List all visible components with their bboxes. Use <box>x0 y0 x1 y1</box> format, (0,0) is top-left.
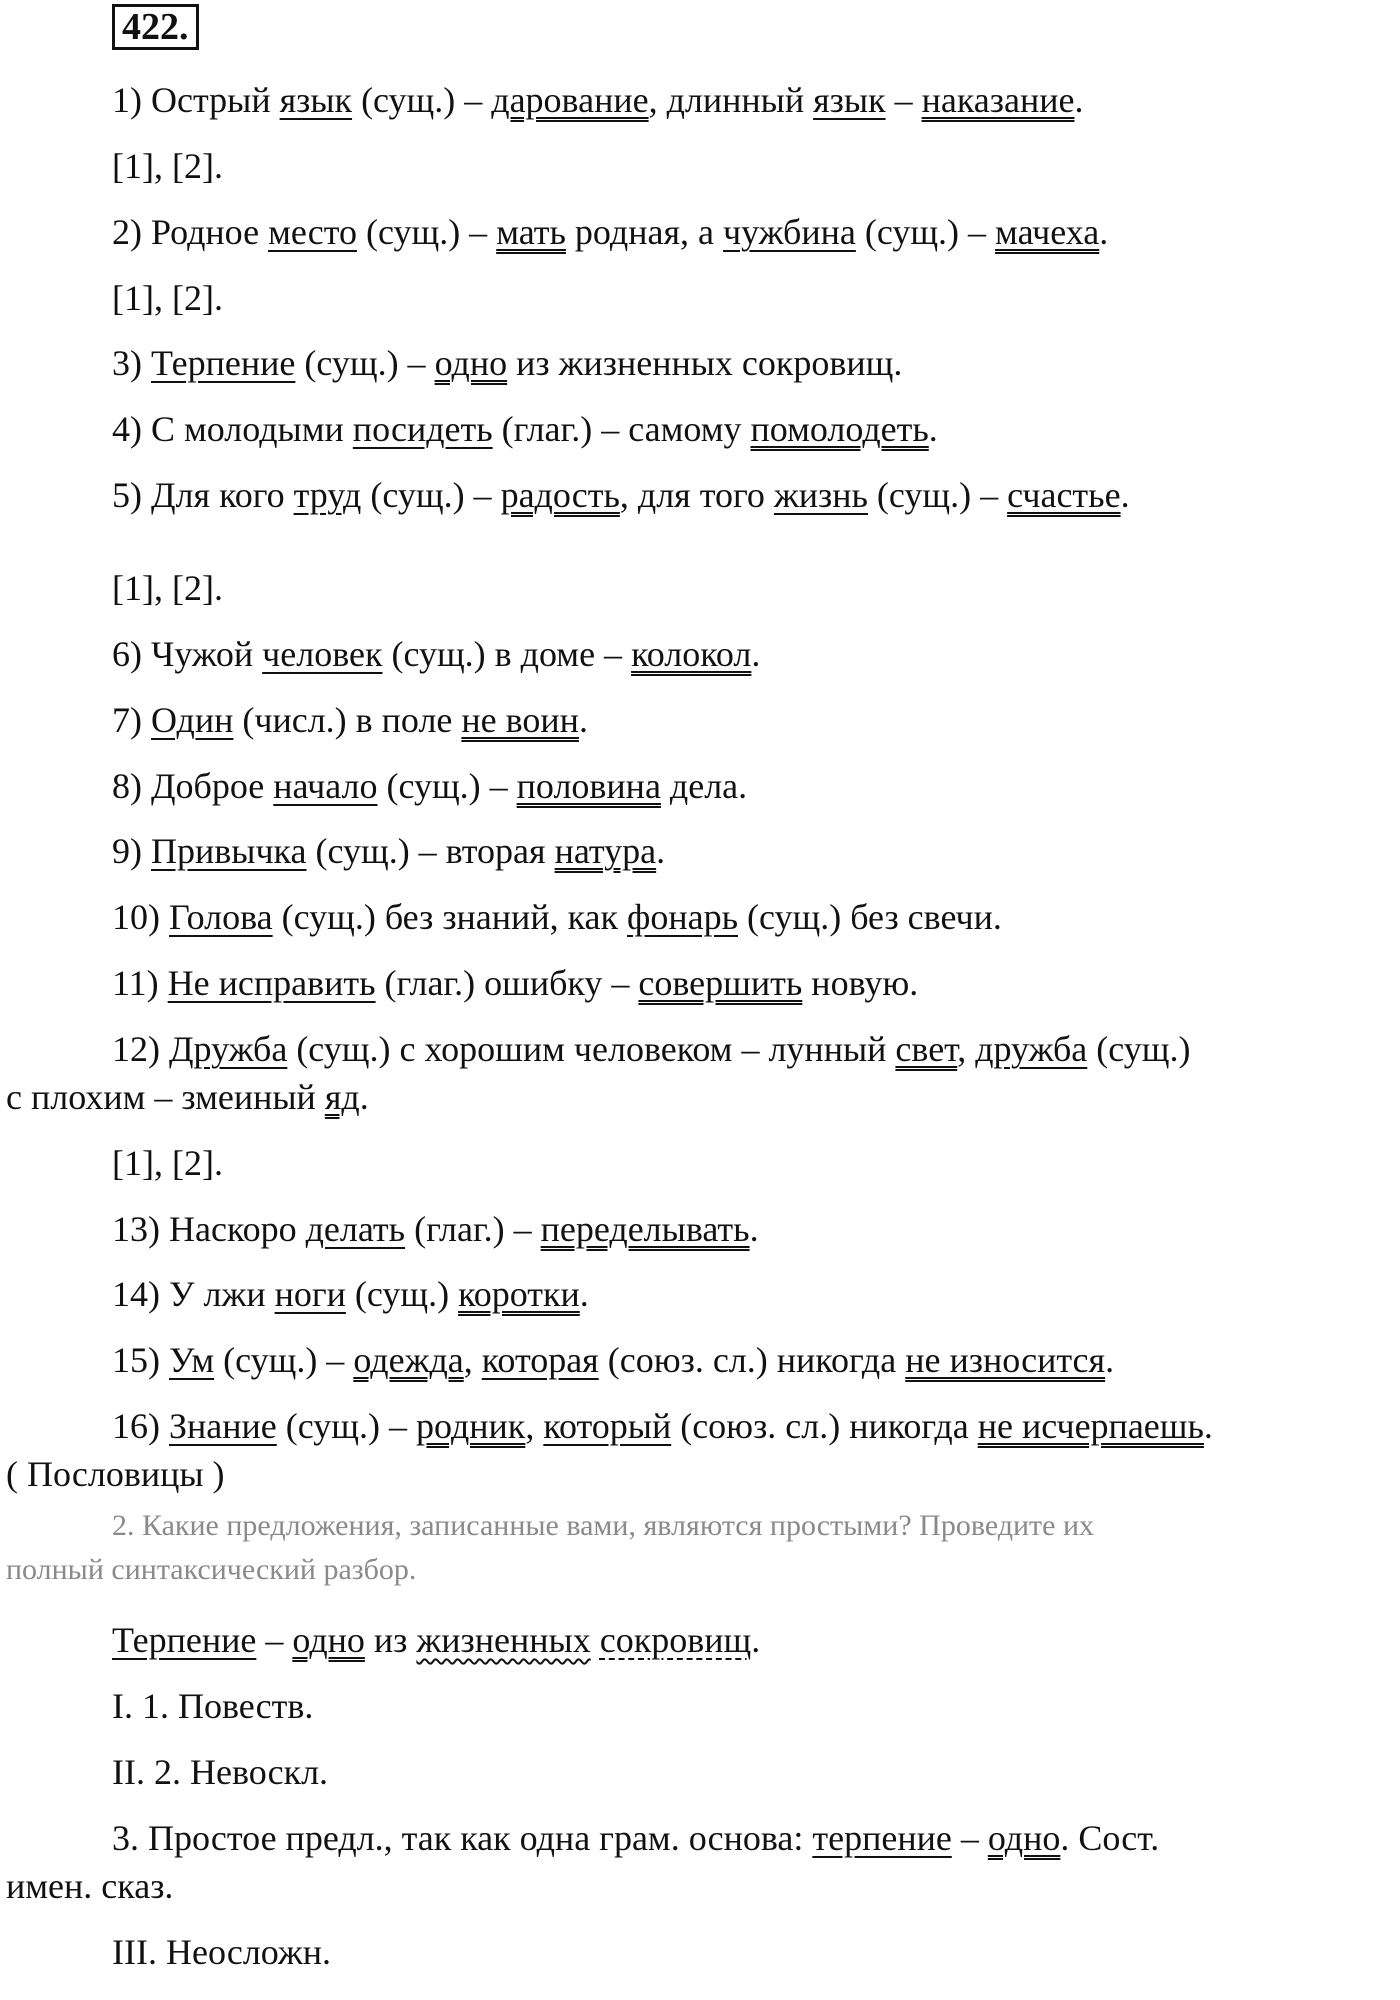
task-number-box: 422. <box>112 4 199 50</box>
underlined-word: Знание <box>169 1406 277 1446</box>
text-segment: . <box>579 1274 589 1314</box>
proverb-line <box>112 764 747 808</box>
underlined-word: жизненных <box>416 1620 591 1660</box>
text-segment: . <box>1203 1406 1213 1446</box>
underlined-word: счастье <box>1007 475 1121 515</box>
text-segment <box>591 1620 600 1660</box>
text-segment: (сущ.) без знаний, как <box>272 897 627 937</box>
text-segment: (сущ.) – <box>276 1406 416 1446</box>
proverb-line <box>112 1141 223 1185</box>
text-segment: 4) С молодыми <box>112 409 353 449</box>
text-segment: (сущ.) <box>1087 1029 1191 1069</box>
text-segment: новую. <box>802 963 919 1003</box>
text-segment: , <box>525 1406 544 1446</box>
underlined-word: Терпение <box>151 343 296 383</box>
proverb-line <box>112 961 918 1005</box>
text-segment: 8) Доброе <box>112 766 274 806</box>
proverb-line <box>112 78 1083 122</box>
underlined-word: не износится <box>905 1340 1106 1380</box>
text-segment: (сущ.) – <box>361 475 501 515</box>
underlined-word: Ум <box>169 1340 215 1380</box>
proverb-line <box>112 1207 759 1251</box>
text-segment: (глаг.) – самому <box>492 409 751 449</box>
underlined-word: дарование <box>491 80 649 120</box>
text-segment: (сущ.) с хорошим человеком – лунный <box>287 1029 896 1069</box>
text-segment: [1], [2]. <box>112 568 223 608</box>
text-segment: . <box>1120 475 1130 515</box>
proverb-line <box>112 1404 1213 1448</box>
analysis-line <box>112 1930 331 1974</box>
text-segment: (сущ.) – <box>295 343 435 383</box>
text-segment: . <box>656 831 666 871</box>
text-segment: (сущ.) – <box>855 212 996 252</box>
underlined-word: делать <box>305 1209 406 1249</box>
underlined-word: Привычка <box>151 831 307 871</box>
text-segment: (сущ.) – вторая <box>306 831 555 871</box>
underlined-word: совершить <box>638 963 803 1003</box>
text-segment: . <box>1105 1340 1115 1380</box>
text-segment: (союз. сл.) никогда <box>598 1340 906 1380</box>
proverb-line <box>112 566 223 610</box>
underlined-word: Один <box>151 700 234 740</box>
proverb-line <box>112 473 1130 517</box>
underlined-word: одно <box>434 343 508 383</box>
text-segment: . <box>928 409 938 449</box>
underlined-word: не воин <box>461 700 579 740</box>
text-segment: 16) <box>112 1406 169 1446</box>
text-segment: – <box>256 1620 293 1660</box>
underlined-word: колокол <box>631 634 752 674</box>
text-segment: . <box>578 700 588 740</box>
proverb-line <box>112 1338 1114 1382</box>
underlined-word: одно <box>987 1818 1061 1858</box>
proverb-line <box>6 1452 225 1496</box>
underlined-word: радость <box>500 475 620 515</box>
analysis-line <box>6 1864 173 1908</box>
analysis-line <box>112 1750 328 1794</box>
underlined-word: половина <box>516 766 661 806</box>
underlined-word: натура <box>554 831 657 871</box>
underlined-word: язык <box>813 80 886 120</box>
underlined-word: одно <box>292 1620 365 1660</box>
text-segment: – <box>885 80 922 120</box>
text-segment: (сущ.) – <box>214 1340 354 1380</box>
text-segment: из <box>364 1620 417 1660</box>
text-segment: – <box>951 1818 988 1858</box>
underlined-word: Не исправить <box>167 963 376 1003</box>
text-segment: I. 1. Повеств. <box>112 1686 314 1726</box>
text-segment: [1], [2]. <box>112 146 223 186</box>
text-segment: (сущ.) без свечи. <box>738 897 1002 937</box>
text-segment: (сущ.) – <box>352 80 492 120</box>
underlined-word: фонарь <box>627 897 738 937</box>
proverb-line <box>112 276 223 320</box>
proverb-line <box>112 341 902 385</box>
underlined-word: Терпение <box>112 1620 257 1660</box>
text-segment: , <box>463 1340 482 1380</box>
underlined-word: одежда <box>353 1340 464 1380</box>
text-segment: 10) <box>112 897 169 937</box>
text-segment: , длинный <box>648 80 814 120</box>
underlined-word: сокровищ <box>599 1620 752 1660</box>
text-segment: II. 2. Невоскл. <box>112 1752 329 1792</box>
underlined-word: Дружба <box>169 1029 288 1069</box>
text-segment: (сущ.) в доме – <box>382 634 632 674</box>
underlined-word: ноги <box>274 1274 346 1314</box>
text-segment: (сущ.) – <box>356 212 497 252</box>
text-segment: 13) Наскоро <box>112 1209 306 1249</box>
proverb-line <box>112 829 665 873</box>
text-segment: (глаг.) – <box>405 1209 541 1249</box>
underlined-word: труд <box>293 475 362 515</box>
underlined-word: которая <box>481 1340 599 1380</box>
text-segment: . Сост. <box>1060 1818 1160 1858</box>
underlined-word: свет <box>895 1029 958 1069</box>
underlined-word: начало <box>273 766 378 806</box>
text-segment: , <box>957 1029 976 1069</box>
proverb-line <box>112 895 1002 939</box>
text-segment: (сущ.) – <box>377 766 517 806</box>
proverb-line <box>112 144 223 188</box>
proverb-line <box>112 210 1108 254</box>
underlined-word: не исчерпаешь <box>977 1406 1204 1446</box>
text-segment: из жизненных сокровищ. <box>507 343 903 383</box>
underlined-word: чужбина <box>722 212 856 252</box>
underlined-word: дружба <box>975 1029 1088 1069</box>
underlined-word: наказание <box>921 80 1075 120</box>
underlined-word: посидеть <box>352 409 493 449</box>
text-segment: . <box>1099 212 1109 252</box>
text-segment: дела. <box>660 766 748 806</box>
text-segment: с плохим – змеиный <box>6 1077 325 1117</box>
underlined-word: место <box>268 212 357 252</box>
text-segment: 14) У лжи <box>112 1274 275 1314</box>
proverb-line <box>112 632 760 676</box>
analysis-line <box>112 1618 760 1662</box>
underlined-word: который <box>543 1406 672 1446</box>
underlined-word: переделывать <box>540 1209 750 1249</box>
text-segment: 7) <box>112 700 151 740</box>
underlined-word: жизнь <box>773 475 868 515</box>
underlined-word: язык <box>279 80 353 120</box>
proverb-line <box>112 698 588 742</box>
text-segment: 3) <box>112 343 151 383</box>
text-segment: 1) Острый <box>112 80 280 120</box>
text-segment: (союз. сл.) никогда <box>671 1406 978 1446</box>
underlined-word: мать <box>496 212 566 252</box>
text-segment: 9) <box>112 831 151 871</box>
question-line-1: 2. Какие предложения, записанные вами, являются простыми? Проведите их <box>112 1509 1095 1542</box>
text-segment: [1], [2]. <box>112 1143 223 1183</box>
text-segment: [1], [2]. <box>112 278 223 318</box>
text-segment: 2) Родное <box>112 212 269 252</box>
text-segment: имен. сказ. <box>6 1866 174 1906</box>
underlined-word: родник <box>416 1406 526 1446</box>
text-segment: 6) Чужой <box>112 634 263 674</box>
proverb-line <box>112 407 938 451</box>
text-segment: 5) Для кого <box>112 475 294 515</box>
text-segment: . <box>751 1620 761 1660</box>
text-segment: III. Неосложн. <box>112 1932 332 1972</box>
question-line-2: полный синтаксический разбор. <box>6 1553 417 1586</box>
text-segment: (числ.) в поле <box>233 700 462 740</box>
text-segment: . <box>751 634 761 674</box>
text-segment: 11) <box>112 963 168 1003</box>
text-segment: 3. Простое предл., так как одна грам. основа: <box>112 1818 813 1858</box>
text-segment: . <box>749 1209 759 1249</box>
underlined-word: мачеха <box>995 212 1100 252</box>
text-segment: . <box>1074 80 1084 120</box>
text-segment: . <box>359 1077 369 1117</box>
proverb-line <box>6 1075 369 1119</box>
analysis-line <box>112 1684 313 1728</box>
text-segment: родная, а <box>565 212 723 252</box>
text-segment: 15) <box>112 1340 169 1380</box>
text-segment: (глаг.) ошибку – <box>375 963 639 1003</box>
analysis-line <box>112 1816 1159 1860</box>
text-segment: (сущ.) <box>345 1274 459 1314</box>
text-segment: ( Пословицы ) <box>6 1454 225 1494</box>
underlined-word: помолодеть <box>750 409 929 449</box>
underlined-word: Голова <box>169 897 273 937</box>
underlined-word: яд <box>324 1077 360 1117</box>
proverb-line <box>112 1272 589 1316</box>
underlined-word: коротки <box>458 1274 580 1314</box>
text-segment: 12) <box>112 1029 169 1069</box>
text-segment: , для того <box>619 475 774 515</box>
text-segment: (сущ.) – <box>867 475 1008 515</box>
proverb-line <box>112 1027 1190 1071</box>
underlined-word: человек <box>262 634 383 674</box>
underlined-word: терпение <box>812 1818 952 1858</box>
